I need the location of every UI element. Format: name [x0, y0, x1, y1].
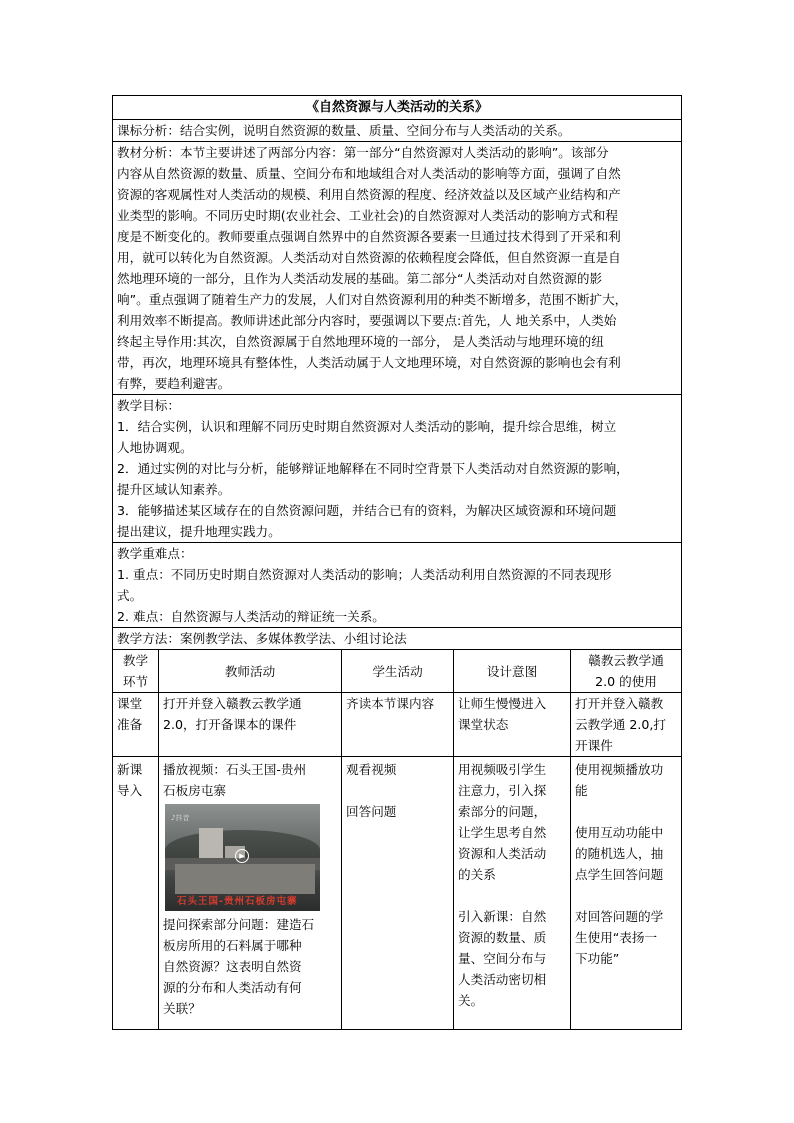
key-point-line: 2. 难点：自然资源与人类活动的辩证统一关系。	[117, 609, 385, 624]
material-line: 度是不断变化的。教师要重点强调自然界中的自然资源各要素一旦通过技术得到了开采和利	[117, 229, 621, 244]
platform-line: 使用视频播放功	[575, 762, 664, 777]
design-line: 量、空间分布与	[458, 951, 547, 966]
teacher-line: 播放视频：石头王国-贵州	[163, 762, 307, 777]
material-line: 终起主导作用:其次，自然资源属于自然地理环境的一部分， 是人类活动与地理环境的纽	[117, 334, 604, 349]
stage-line: 准备	[117, 717, 143, 732]
student-line: 观看视频	[346, 762, 397, 777]
design-line: 关。	[458, 993, 484, 1008]
design-line: 课堂状态	[458, 717, 509, 732]
student-cell	[342, 693, 454, 757]
key-point-line: 1. 重点：不同历史时期自然资源对人类活动的影响；人类活动利用自然资源的不同表现形	[117, 567, 612, 582]
design-cell	[454, 693, 571, 757]
objective-line: 2．通过实例的对比与分析，能够辩证地解释在不同时空背景下人类活动对自然资源的影响，	[117, 461, 629, 476]
design-line: 人类活动密切相	[458, 972, 547, 987]
design-line: 用视频吸引学生	[458, 762, 547, 777]
header-platform-line: 赣教云教学通	[588, 653, 664, 668]
header-stage-line: 教学	[122, 653, 149, 668]
header-stage-line: 环节	[122, 674, 149, 689]
header-teacher: 教师活动	[159, 650, 342, 693]
platform-line: 能	[575, 783, 588, 798]
student-cell	[342, 757, 454, 1030]
design-line: 索部分的问题，	[458, 804, 547, 819]
platform-cell	[571, 693, 682, 757]
video-thumbnail[interactable]	[165, 804, 320, 911]
teaching-methods: 教学方法：案例教学法、多媒体教学法、小组讨论法	[113, 628, 682, 650]
platform-line: 生使用“表扬一	[575, 930, 658, 945]
material-line: 教材分析：本节主要讲述了两部分内容：第一部分“自然资源对人类活动的影响”。该部分	[117, 145, 609, 160]
material-line: 业类型的影响。不同历史时期(农业社会、工业社会)的自然资源对人类活动的影响方式和程	[117, 208, 618, 223]
table-row	[113, 693, 682, 757]
material-line: 然地理环境的一部分，且作为人类活动发展的基础。第二部分“人类活动对自然资源的影	[117, 271, 603, 286]
design-line: 引入新课：自然	[458, 909, 547, 924]
design-line: 注意力，引入探	[458, 783, 547, 798]
objectives-heading: 教学目标：	[117, 398, 180, 413]
material-line: 内容从自然资源的数量、质量、空间分布和地域组合对人类活动的影响等方面，强调了自然	[117, 166, 621, 181]
objective-line: 人地协调观。	[117, 440, 193, 455]
platform-line: 使用互动功能中	[575, 825, 664, 840]
material-line: 利用效率不断提高。教师讲述此部分内容时，要强调以下要点:首先，人 地关系中，人类始	[117, 313, 617, 328]
lesson-plan-table	[112, 95, 682, 1030]
objective-line: 3．能够描述某区域存在的自然资源问题，并结合已有的资料，为解决区域资源和环境问题	[117, 503, 617, 518]
key-point-line: 式。	[117, 588, 143, 603]
table-row	[113, 757, 682, 1030]
platform-line: 的随机选人，抽	[575, 846, 664, 861]
material-line: 资源的客观属性对人类活动的规模、利用自然资源的程度、经济效益以及区域产业结构和产	[117, 187, 621, 202]
platform-line: 下功能”	[575, 951, 620, 966]
platform-cell	[571, 757, 682, 1030]
objective-line: 提出建议，提升地理实践力。	[117, 524, 281, 539]
stage-line: 导入	[117, 783, 143, 798]
design-line: 让学生思考自然	[458, 825, 547, 840]
teacher-line: 关联？	[163, 1001, 201, 1016]
design-line: 资源的数量、质	[458, 930, 547, 945]
play-icon[interactable]: ▶	[235, 849, 249, 863]
teacher-line: 打开并登入赣教云教学通	[163, 696, 302, 711]
design-line: 的关系	[458, 867, 496, 882]
header-platform-line: 2.0 的使用	[595, 674, 657, 689]
design-cell	[454, 757, 571, 1030]
platform-line: 对回答问题的学	[575, 909, 664, 924]
teacher-cell	[159, 757, 342, 1030]
stage-line: 新课	[117, 762, 143, 777]
material-line: 用，就可以转化为自然资源。人类活动对自然资源的依赖程度会降低，但自然资源一直是自	[117, 250, 621, 265]
curriculum-analysis: 课标分析：结合实例，说明自然资源的数量、质量、空间分布与人类活动的关系。	[113, 120, 682, 142]
teacher-cell	[159, 693, 342, 757]
design-line: 资源和人类活动	[458, 846, 547, 861]
platform-line: 点学生回答问题	[575, 867, 664, 882]
header-platform	[571, 650, 682, 693]
teacher-line: 板房所用的石料属于哪种	[163, 938, 302, 953]
teacher-line: 石板房屯寨	[163, 783, 226, 798]
objective-line: 1．结合实例，认识和理解不同历史时期自然资源对人类活动的影响，提升综合思维，树立	[117, 419, 617, 434]
objective-line: 提升区域认知素养。	[117, 482, 231, 497]
header-stage	[113, 650, 159, 693]
teacher-line: 源的分布和人类活动有何	[163, 980, 302, 995]
platform-line: 打开并登入赣教	[575, 696, 664, 711]
platform-line: 开课件	[575, 738, 613, 753]
stage-line: 课堂	[117, 696, 143, 711]
key-points-heading: 教学重难点：	[117, 546, 193, 561]
document-title: 《自然资源与人类活动的关系》	[113, 96, 682, 120]
material-analysis	[113, 142, 682, 395]
teacher-line: 2.0，打开备课本的课件	[163, 717, 297, 732]
material-line: 响”。重点强调了随着生产力的发展，人们对自然资源利用的种类不断增多，范围不断扩大，	[117, 292, 628, 307]
video-houses	[175, 864, 315, 894]
material-line: 有弊，要趋利避害。	[117, 376, 231, 391]
video-caption: 石头王国-贵州石板房屯寨	[177, 896, 298, 907]
stage-cell	[113, 693, 159, 757]
teaching-objectives	[113, 395, 682, 543]
design-line: 让师生慢慢进入	[458, 696, 547, 711]
header-design: 设计意图	[454, 650, 571, 693]
student-line: 回答问题	[346, 804, 397, 819]
platform-line: 云教学通 2.0,打	[575, 717, 667, 732]
teacher-line: 提问探索部分问题：建造石	[163, 917, 315, 932]
teacher-line: 自然资源？这表明自然资	[163, 959, 302, 974]
material-line: 带，再次，地理环境具有整体性，人类活动属于人文地理环境，对自然资源的影响也会有利	[117, 355, 621, 370]
header-student: 学生活动	[342, 650, 454, 693]
video-logo: ♪抖音	[171, 814, 190, 822]
stage-cell	[113, 757, 159, 1030]
lesson-plan	[112, 95, 681, 1030]
key-points	[113, 543, 682, 628]
student-line: 齐读本节课内容	[346, 696, 435, 711]
